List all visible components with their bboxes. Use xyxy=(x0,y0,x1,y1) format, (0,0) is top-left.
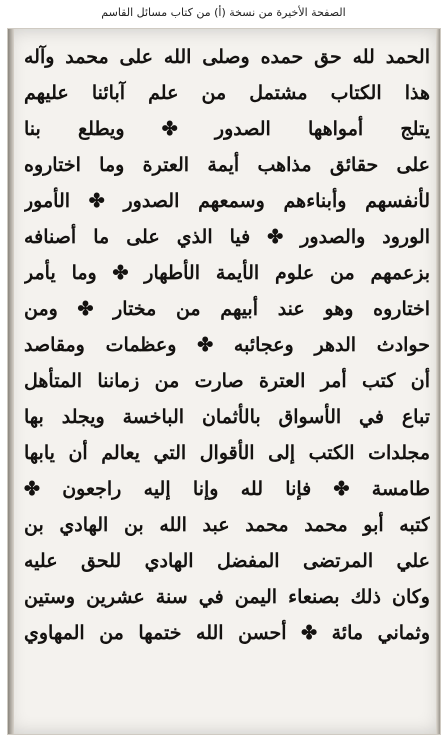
manuscript-line-11: تباع في الأسواق بالأثمان الباخسة ويجلد بها xyxy=(24,406,430,428)
manuscript-line-1: الحمد لله حق حمده وصلى الله على محمد وآله xyxy=(24,46,430,68)
manuscript-line-14: كتبه أبو محمد محمد عبد الله بن الهادي بن xyxy=(24,514,430,536)
manuscript-text-block xyxy=(24,39,430,728)
manuscript-line-9: حوادث الدهر وعجائبه ✤ وعظمات ومقاصد xyxy=(24,334,430,356)
manuscript-line-12: مجلدات الكتب إلى الأقوال التي يعالم أن يابها xyxy=(24,442,430,464)
manuscript-line-7: بزعمهم من علوم الأيمة الأطهار ✤ وما يأمر xyxy=(24,262,430,284)
scan-edge-right xyxy=(436,29,440,734)
manuscript-line-3: يتلج أمواهها الصدور ✤ ويطلع بنا xyxy=(24,118,430,140)
manuscript-line-4: على حقائق مذاهب أيمة العترة وما اختاروه xyxy=(24,154,430,176)
manuscript-scan xyxy=(7,28,441,735)
manuscript-line-10: أن كتب أمر العترة صارت من زماننا المتأهل xyxy=(24,370,430,392)
manuscript-line-2: هذا الكتاب مشتمل من علم آبائنا عليهم xyxy=(24,82,430,104)
scan-edge-left xyxy=(8,29,14,734)
manuscript-line-15: علي المرتضى المفضل الهادي للحق عليه xyxy=(24,550,430,572)
manuscript-line-6: الورود والصدور ✤ فيا الذي على ما أصنافه xyxy=(24,226,430,248)
figure-caption: الصفحة الأخيرة من نسخة (أ) من كتاب مسائل القاسم xyxy=(101,6,346,19)
manuscript-line-13: طامسة ✤ فإنا لله وإنا إليه راجعون ✤ xyxy=(24,478,430,500)
manuscript-line-5: لأنفسهم وأبناءهم وسمعهم الصدور ✤ الأمور xyxy=(24,190,430,212)
manuscript-line-8: اختاروه وهو عند أبيهم من مختار ✤ ومن xyxy=(24,298,430,320)
manuscript-line-17: وثماني مائة ✤ أحسن الله ختمها من المهاوي xyxy=(24,622,430,644)
manuscript-line-16: وكان ذلك بصنعاء اليمن في سنة عشرين وستين xyxy=(24,586,430,608)
